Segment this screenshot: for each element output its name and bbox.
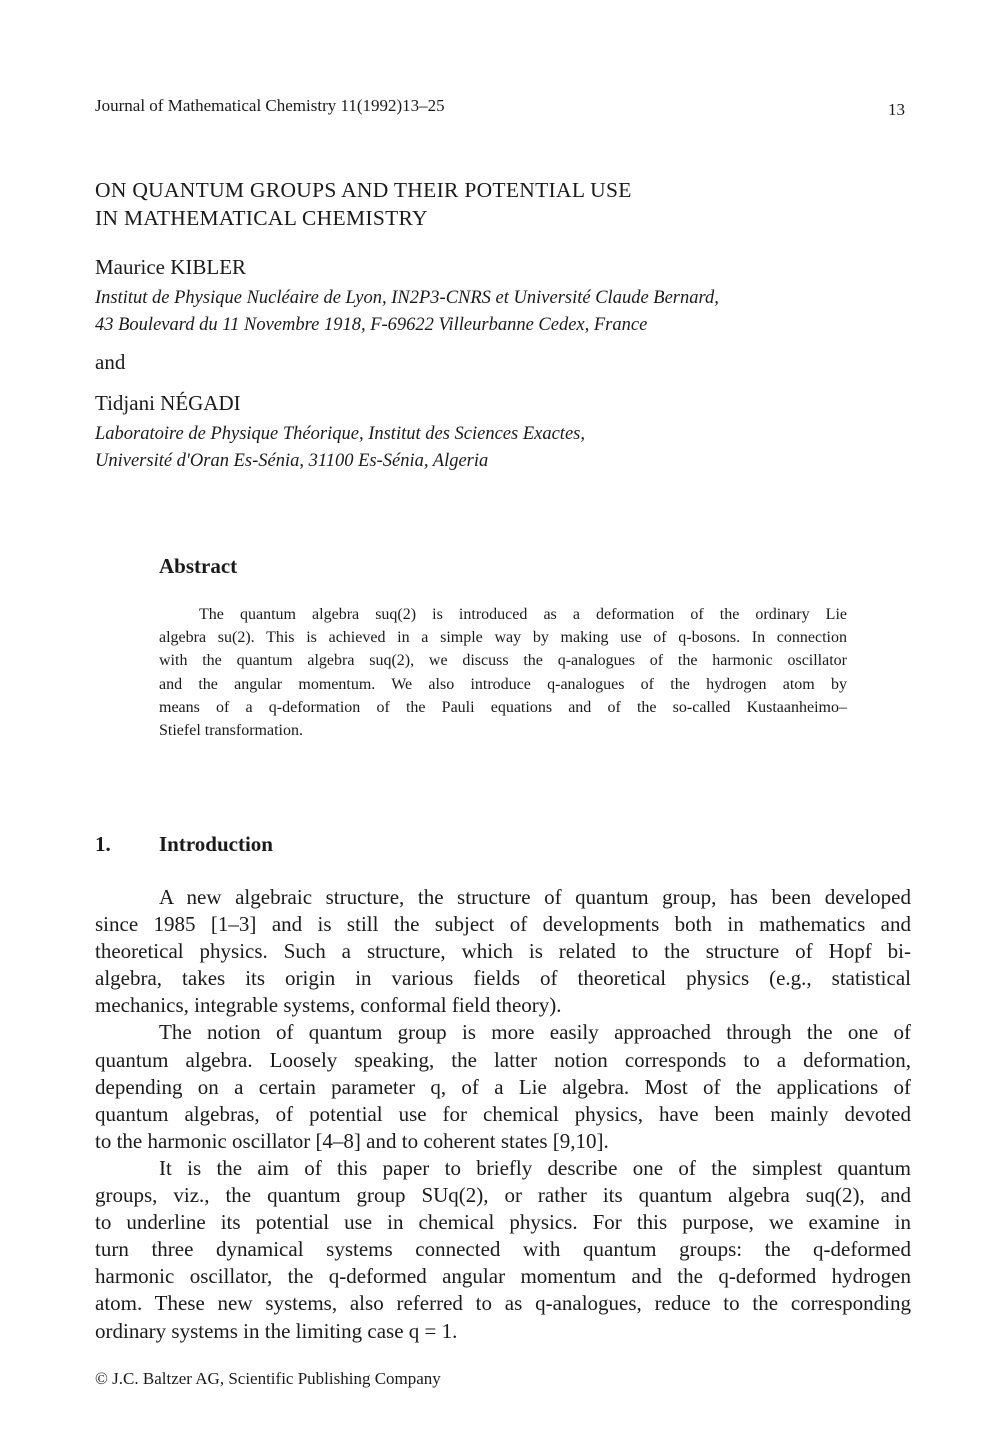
body-line: harmonic oscillator, the q-deformed angular momentum and the q-deformed hydrogen	[95, 1264, 911, 1289]
affiliation-line: Laboratoire de Physique Théorique, Institut des Sciences Exactes,	[95, 424, 585, 444]
title-line: IN MATHEMATICAL CHEMISTRY	[95, 206, 428, 230]
affiliation-line: Institut de Physique Nucléaire de Lyon, IN2P3-CNRS et Université Claude Bernard,	[95, 288, 719, 308]
abstract-line: The quantum algebra suq(2) is introduced as a deformation of the ordinary Lie	[199, 606, 847, 623]
body-line: algebra, takes its origin in various fields of theoretical physics (e.g., statistical	[95, 966, 911, 991]
section-number: 1.	[95, 832, 111, 856]
author-name: Tidjani NÉGADI	[95, 391, 241, 415]
body-line: atom. These new systems, also referred to as q-analogues, reduce to the corresponding	[95, 1291, 911, 1316]
paper-title	[95, 176, 915, 232]
body-line: groups, viz., the quantum group SUq(2), or rather its quantum algebra suq(2), and	[95, 1183, 911, 1208]
journal-citation: Journal of Mathematical Chemistry 11(1992)13–25	[95, 96, 445, 115]
body-line: ordinary systems in the limiting case q = 1.	[95, 1318, 458, 1343]
introduction-body	[95, 884, 911, 1345]
section-title: Introduction	[159, 832, 273, 856]
body-line: quantum algebras, of potential use for chemical physics, have been mainly devoted	[95, 1101, 911, 1126]
author-name: Maurice KIBLER	[95, 255, 247, 279]
body-line: The notion of quantum group is more easily approached through the one of	[159, 1020, 911, 1045]
abstract-line: means of a q-deformation of the Pauli equations and of the so-called Kustaanheimo–	[159, 698, 847, 716]
body-line: since 1985 [1–3] and is still the subject of developments both in mathematics and	[95, 912, 911, 937]
author-conjunction: and	[95, 350, 126, 374]
abstract-heading: Abstract	[159, 554, 238, 578]
body-line: mechanics, integrable systems, conformal field theory).	[95, 993, 562, 1018]
abstract-line: algebra su(2). This is achieved in a simple way by making use of q-bosons. In connection	[159, 629, 847, 647]
author-affiliation	[95, 421, 585, 475]
body-line: theoretical physics. Such a structure, which is related to the structure of Hopf bi-	[95, 939, 911, 964]
author-affiliation	[95, 285, 719, 339]
body-line: to the harmonic oscillator [4–8] and to coherent states [9,10].	[95, 1128, 609, 1153]
abstract-line: with the quantum algebra suq(2), we discuss the q-analogues of the harmonic oscillator	[159, 652, 847, 670]
abstract-body	[159, 603, 847, 742]
body-line: depending on a certain parameter q, of a Lie algebra. Most of the applications of	[95, 1074, 911, 1099]
copyright-footer: © J.C. Baltzer AG, Scientific Publishing Company	[95, 1369, 441, 1388]
running-header	[95, 96, 915, 122]
affiliation-line: 43 Boulevard du 11 Novembre 1918, F-69622 Villeurbanne Cedex, France	[95, 315, 648, 335]
body-line: A new algebraic structure, the structure of quantum group, has been developed	[159, 885, 911, 909]
abstract-line: Stiefel transformation.	[159, 722, 303, 740]
body-line: turn three dynamical systems connected with quantum groups: the q-deformed	[95, 1237, 911, 1262]
title-line: ON QUANTUM GROUPS AND THEIR POTENTIAL USE	[95, 178, 632, 202]
body-line: to underline its potential use in chemical physics. For this purpose, we examine in	[95, 1210, 911, 1235]
body-line: quantum algebra. Loosely speaking, the latter notion corresponds to a deformation,	[95, 1047, 911, 1072]
abstract-line: and the angular momentum. We also introduce q-analogues of the hydrogen atom by	[159, 675, 847, 693]
body-line: It is the aim of this paper to briefly describe one of the simplest quantum	[159, 1155, 911, 1180]
affiliation-line: Université d'Oran Es-Sénia, 31100 Es-Sénia, Algeria	[95, 451, 489, 471]
page-number: 13	[888, 100, 905, 119]
